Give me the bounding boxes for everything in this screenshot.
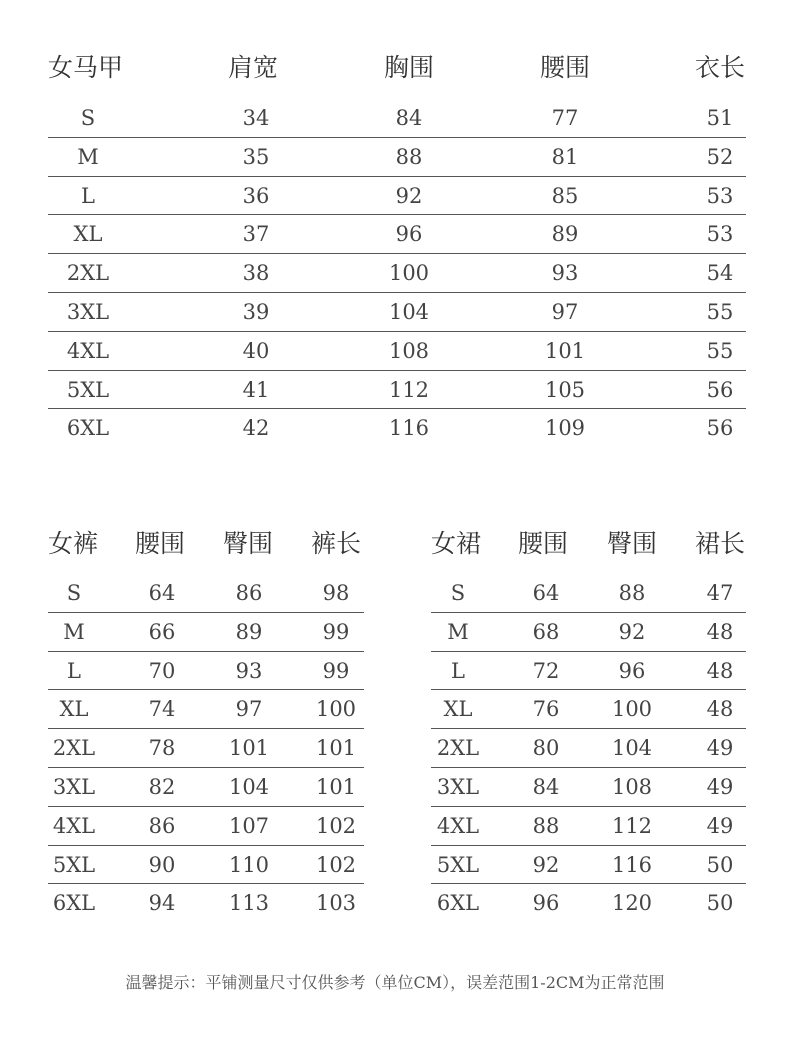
skirt-cell: 92 bbox=[532, 852, 560, 877]
skirt-cell: 6XL bbox=[436, 891, 480, 916]
skirt-row-divider bbox=[431, 689, 746, 690]
skirt-cell: M bbox=[447, 619, 469, 644]
vest-cell: 38 bbox=[242, 261, 270, 286]
pants-cell: 104 bbox=[228, 775, 270, 799]
vest-cell: 116 bbox=[388, 416, 430, 441]
vest-cell: 3XL bbox=[66, 300, 110, 324]
skirt-cell: 116 bbox=[611, 852, 653, 877]
vest-cell: 109 bbox=[544, 416, 586, 441]
vest-cell: 6XL bbox=[66, 416, 110, 441]
skirt-cell: 48 bbox=[706, 619, 734, 644]
pants-cell: 93 bbox=[235, 658, 263, 683]
pants-cell: 110 bbox=[228, 852, 270, 877]
pants-cell: 74 bbox=[148, 697, 176, 722]
vest-row-divider bbox=[48, 214, 746, 215]
vest-cell: 52 bbox=[706, 144, 734, 169]
vest-cell: 101 bbox=[544, 338, 586, 363]
skirt-cell: 49 bbox=[706, 736, 734, 761]
vest-header-2: 胸围 bbox=[384, 53, 435, 82]
vest-cell: 53 bbox=[706, 222, 734, 247]
skirt-cell: 48 bbox=[706, 658, 734, 683]
pants-row-divider bbox=[48, 845, 364, 846]
vest-cell: 54 bbox=[706, 261, 734, 286]
vest-cell: M bbox=[77, 144, 99, 169]
pants-cell: 90 bbox=[148, 852, 176, 877]
pants-cell: L bbox=[67, 658, 81, 683]
skirt-header-3: 裙长 bbox=[695, 529, 746, 558]
pants-cell: 113 bbox=[228, 891, 270, 916]
skirt-row-divider bbox=[431, 845, 746, 846]
pants-cell: 102 bbox=[315, 813, 357, 838]
vest-row-divider bbox=[48, 137, 746, 138]
skirt-cell: XL bbox=[443, 697, 473, 722]
pants-cell: 5XL bbox=[52, 852, 96, 877]
vest-header-4: 衣长 bbox=[695, 53, 746, 82]
pants-cell: 82 bbox=[148, 775, 176, 799]
pants-cell: 86 bbox=[235, 581, 263, 605]
vest-row-divider bbox=[48, 253, 746, 254]
vest-cell: 92 bbox=[395, 183, 423, 208]
skirt-cell: 64 bbox=[532, 581, 560, 605]
pants-cell: 101 bbox=[228, 736, 270, 761]
pants-cell: 4XL bbox=[52, 813, 96, 838]
skirt-cell: 3XL bbox=[436, 775, 480, 799]
skirt-cell: 92 bbox=[618, 619, 646, 644]
vest-cell: 89 bbox=[551, 222, 579, 247]
vest-header-0: 女马甲 bbox=[48, 53, 124, 82]
pants-cell: 102 bbox=[315, 852, 357, 877]
skirt-cell: 96 bbox=[532, 891, 560, 916]
vest-cell: 112 bbox=[388, 377, 430, 402]
pants-cell: M bbox=[63, 619, 85, 644]
pants-cell: 99 bbox=[322, 619, 350, 644]
pants-row-divider bbox=[48, 728, 364, 729]
vest-row-divider bbox=[48, 176, 746, 177]
skirt-cell: 49 bbox=[706, 775, 734, 799]
vest-row-divider bbox=[48, 292, 746, 293]
pants-cell: 86 bbox=[148, 813, 176, 838]
pants-header-0: 女裤 bbox=[48, 529, 99, 558]
pants-cell: 64 bbox=[148, 581, 176, 605]
pants-cell: 100 bbox=[315, 697, 357, 722]
pants-row-divider bbox=[48, 767, 364, 768]
skirt-row-divider bbox=[431, 612, 746, 613]
vest-cell: L bbox=[81, 183, 95, 208]
pants-header-1: 腰围 bbox=[135, 529, 186, 558]
footer-note: 温馨提示：平铺测量尺寸仅供参考（单位CM），误差范围1-2CM为正常范围 bbox=[125, 973, 665, 992]
vest-cell: 5XL bbox=[66, 377, 110, 402]
vest-cell: 41 bbox=[242, 377, 270, 402]
skirt-cell: S bbox=[450, 581, 466, 605]
skirt-cell: 50 bbox=[706, 891, 734, 916]
skirt-row-divider bbox=[431, 883, 746, 884]
vest-cell: 39 bbox=[242, 300, 270, 324]
vest-row-divider bbox=[48, 370, 746, 371]
skirt-cell: 47 bbox=[706, 581, 734, 605]
skirt-cell: 76 bbox=[532, 697, 560, 722]
vest-cell: 100 bbox=[388, 261, 430, 286]
skirt-cell: 72 bbox=[532, 658, 560, 683]
vest-cell: 34 bbox=[242, 106, 270, 130]
skirt-cell: 88 bbox=[532, 813, 560, 838]
skirt-cell: 2XL bbox=[436, 736, 480, 761]
vest-cell: 56 bbox=[706, 416, 734, 441]
skirt-cell: 68 bbox=[532, 619, 560, 644]
skirt-cell: 100 bbox=[611, 697, 653, 722]
pants-cell: 101 bbox=[315, 775, 357, 799]
pants-cell: 78 bbox=[148, 736, 176, 761]
vest-cell: 96 bbox=[395, 222, 423, 247]
vest-cell: 104 bbox=[388, 300, 430, 324]
pants-row-divider bbox=[48, 883, 364, 884]
pants-cell: 3XL bbox=[52, 775, 96, 799]
pants-header-2: 臀围 bbox=[223, 529, 274, 558]
pants-cell: 101 bbox=[315, 736, 357, 761]
vest-cell: 56 bbox=[706, 377, 734, 402]
pants-cell: 89 bbox=[235, 619, 263, 644]
pants-header-3: 裤长 bbox=[311, 529, 362, 558]
pants-row-divider bbox=[48, 689, 364, 690]
vest-cell: 2XL bbox=[66, 261, 110, 286]
skirt-header-1: 腰围 bbox=[518, 529, 569, 558]
vest-cell: 42 bbox=[242, 416, 270, 441]
vest-cell: 105 bbox=[544, 377, 586, 402]
pants-row-divider bbox=[48, 612, 364, 613]
skirt-cell: 120 bbox=[611, 891, 653, 916]
vest-row-divider bbox=[48, 408, 746, 409]
pants-row-divider bbox=[48, 806, 364, 807]
skirt-header-0: 女裙 bbox=[431, 529, 482, 558]
skirt-cell: 84 bbox=[532, 775, 560, 799]
skirt-cell: 48 bbox=[706, 697, 734, 722]
vest-cell: 53 bbox=[706, 183, 734, 208]
pants-cell: 70 bbox=[148, 658, 176, 683]
vest-cell: 35 bbox=[242, 144, 270, 169]
skirt-cell: 108 bbox=[611, 775, 653, 799]
vest-header-3: 腰围 bbox=[540, 53, 591, 82]
skirt-cell: 4XL bbox=[436, 813, 480, 838]
pants-cell: 98 bbox=[322, 581, 350, 605]
vest-cell: 81 bbox=[551, 144, 579, 169]
pants-cell: 103 bbox=[315, 891, 357, 916]
pants-cell: 107 bbox=[228, 813, 270, 838]
pants-cell: 94 bbox=[148, 891, 176, 916]
vest-cell: 97 bbox=[551, 300, 579, 324]
vest-cell: 37 bbox=[242, 222, 270, 247]
vest-cell: 40 bbox=[242, 338, 270, 363]
vest-cell: 84 bbox=[395, 106, 423, 130]
pants-cell: XL bbox=[59, 697, 89, 722]
skirt-cell: 112 bbox=[611, 813, 653, 838]
skirt-row-divider bbox=[431, 651, 746, 652]
pants-cell: 6XL bbox=[52, 891, 96, 916]
vest-cell: 51 bbox=[706, 106, 734, 130]
skirt-cell: 50 bbox=[706, 852, 734, 877]
vest-row-divider bbox=[48, 331, 746, 332]
skirt-cell: 104 bbox=[611, 736, 653, 761]
skirt-header-2: 臀围 bbox=[607, 529, 658, 558]
vest-cell: 36 bbox=[242, 183, 270, 208]
vest-header-1: 肩宽 bbox=[228, 53, 279, 82]
vest-cell: 77 bbox=[551, 106, 579, 130]
skirt-cell: 80 bbox=[532, 736, 560, 761]
vest-cell: 93 bbox=[551, 261, 579, 286]
skirt-row-divider bbox=[431, 806, 746, 807]
skirt-cell: L bbox=[451, 658, 465, 683]
pants-cell: 99 bbox=[322, 658, 350, 683]
skirt-row-divider bbox=[431, 728, 746, 729]
skirt-cell: 5XL bbox=[436, 852, 480, 877]
pants-cell: 66 bbox=[148, 619, 176, 644]
pants-cell: 2XL bbox=[52, 736, 96, 761]
vest-cell: 4XL bbox=[66, 338, 110, 363]
vest-cell: 88 bbox=[395, 144, 423, 169]
vest-cell: S bbox=[80, 106, 96, 130]
vest-cell: 85 bbox=[551, 183, 579, 208]
pants-cell: S bbox=[66, 581, 82, 605]
vest-cell: XL bbox=[73, 222, 103, 247]
vest-cell: 55 bbox=[706, 338, 734, 363]
vest-cell: 55 bbox=[706, 300, 734, 324]
pants-cell: 97 bbox=[235, 697, 263, 722]
pants-row-divider bbox=[48, 651, 364, 652]
skirt-cell: 49 bbox=[706, 813, 734, 838]
skirt-cell: 88 bbox=[618, 581, 646, 605]
skirt-cell: 96 bbox=[618, 658, 646, 683]
skirt-row-divider bbox=[431, 767, 746, 768]
vest-cell: 108 bbox=[388, 338, 430, 363]
